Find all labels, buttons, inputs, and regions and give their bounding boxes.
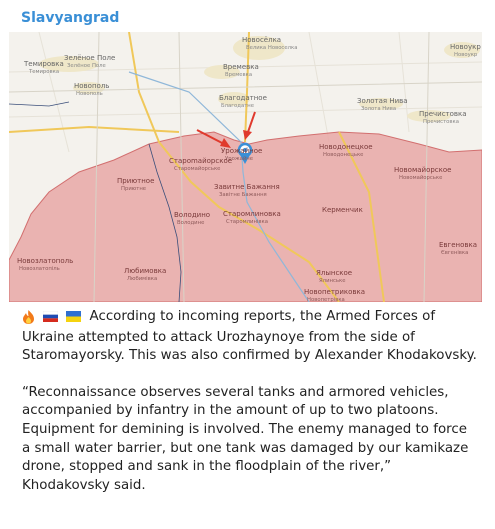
map-svg [9,32,482,302]
place-label-sub: Урожайне [225,156,254,162]
place-label-sub: Времевка [225,72,253,78]
place-label-sub: Приютне [121,186,147,192]
place-label-sub: Новоукр [454,52,478,58]
place-label-sub: Володине [177,220,205,226]
place-label-sub: Новопетрівка [307,297,345,302]
place-label: Темировка [24,60,64,68]
place-label: Благодатное [219,94,267,102]
place-label-sub: Темировка [29,69,60,75]
russia-flag-icon [43,311,58,322]
place-label: Новозлатополь [17,257,74,265]
fire-emoji-icon [22,310,35,324]
place-label: Новодонецкое [319,143,373,151]
place-label-sub: Благодатне [221,103,255,109]
place-label: Урожайное [221,147,263,155]
place-label: Завитне Бажання [214,183,280,191]
place-label: Володино [174,211,211,219]
place-label-sub: Любимівка [127,276,158,282]
place-label-sub: Пречистовка [423,119,459,125]
place-label: Новополь [74,82,110,90]
place-label: Новоукр [450,43,481,51]
place-label-sub: Ялинське [319,278,346,284]
place-label: Ялынское [316,269,353,277]
paragraph-1-text: According to incoming reports, the Armed Forces of Ukraine attempted to attack Urozhaynoye from the side of Staromayorsky. This was also confirmed by Alexander Khodakovsky. [22,309,477,364]
place-label-sub: Новомайорське [399,175,443,181]
map-image[interactable] [9,32,482,302]
place-label-sub: Велика Новоселка [246,45,298,51]
place-label-sub: Євгенівка [441,250,469,256]
ukraine-flag-icon [66,311,81,322]
place-label-sub: Золота Нива [361,106,397,112]
place-label: Золотая Нива [357,97,408,105]
place-label: Новосёлка [242,36,282,44]
place-label: Приютное [117,177,155,185]
emoji-group [22,310,84,329]
place-label: Староmайорское [169,157,233,165]
place-label-sub: Старомлинівка [226,219,268,225]
post-paragraph-2: “Reconnaissance observes several tanks and armored vehicles, accompanied by infantry in the amount of up to two platoons. Equipment for demining is involved. The enemy managed to force a small water barrier, but one tank was damaged by our kamikaze drone, stopped and sank in the floodplain of the river,” Khodakovsky said. [22,384,469,493]
place-label-sub: Новозлатопіль [19,266,60,272]
place-label-sub: Новодонецьке [323,152,364,158]
post-paragraph-1 [22,308,477,366]
place-label: Новопетриковка [304,288,366,296]
place-label: Керменчик [322,206,363,214]
place-label: Любимовка [124,267,167,275]
place-label-sub: Зелёное Поле [67,63,106,69]
place-label: Новомайорское [394,166,452,174]
place-label-sub: Новополь [76,91,103,97]
place-label-sub: Старомайорське [174,166,221,172]
place-label: Зелёное Поле [64,54,116,62]
place-label: Пречистовка [419,110,467,118]
channel-name[interactable]: Slavyangrad [21,10,120,26]
place-label: Евгеновка [439,241,478,249]
post-text [22,308,477,495]
place-label: Времевка [223,63,259,71]
place-label-sub: Завітне Бажання [219,192,267,198]
place-label: Старомлиновка [223,210,281,218]
